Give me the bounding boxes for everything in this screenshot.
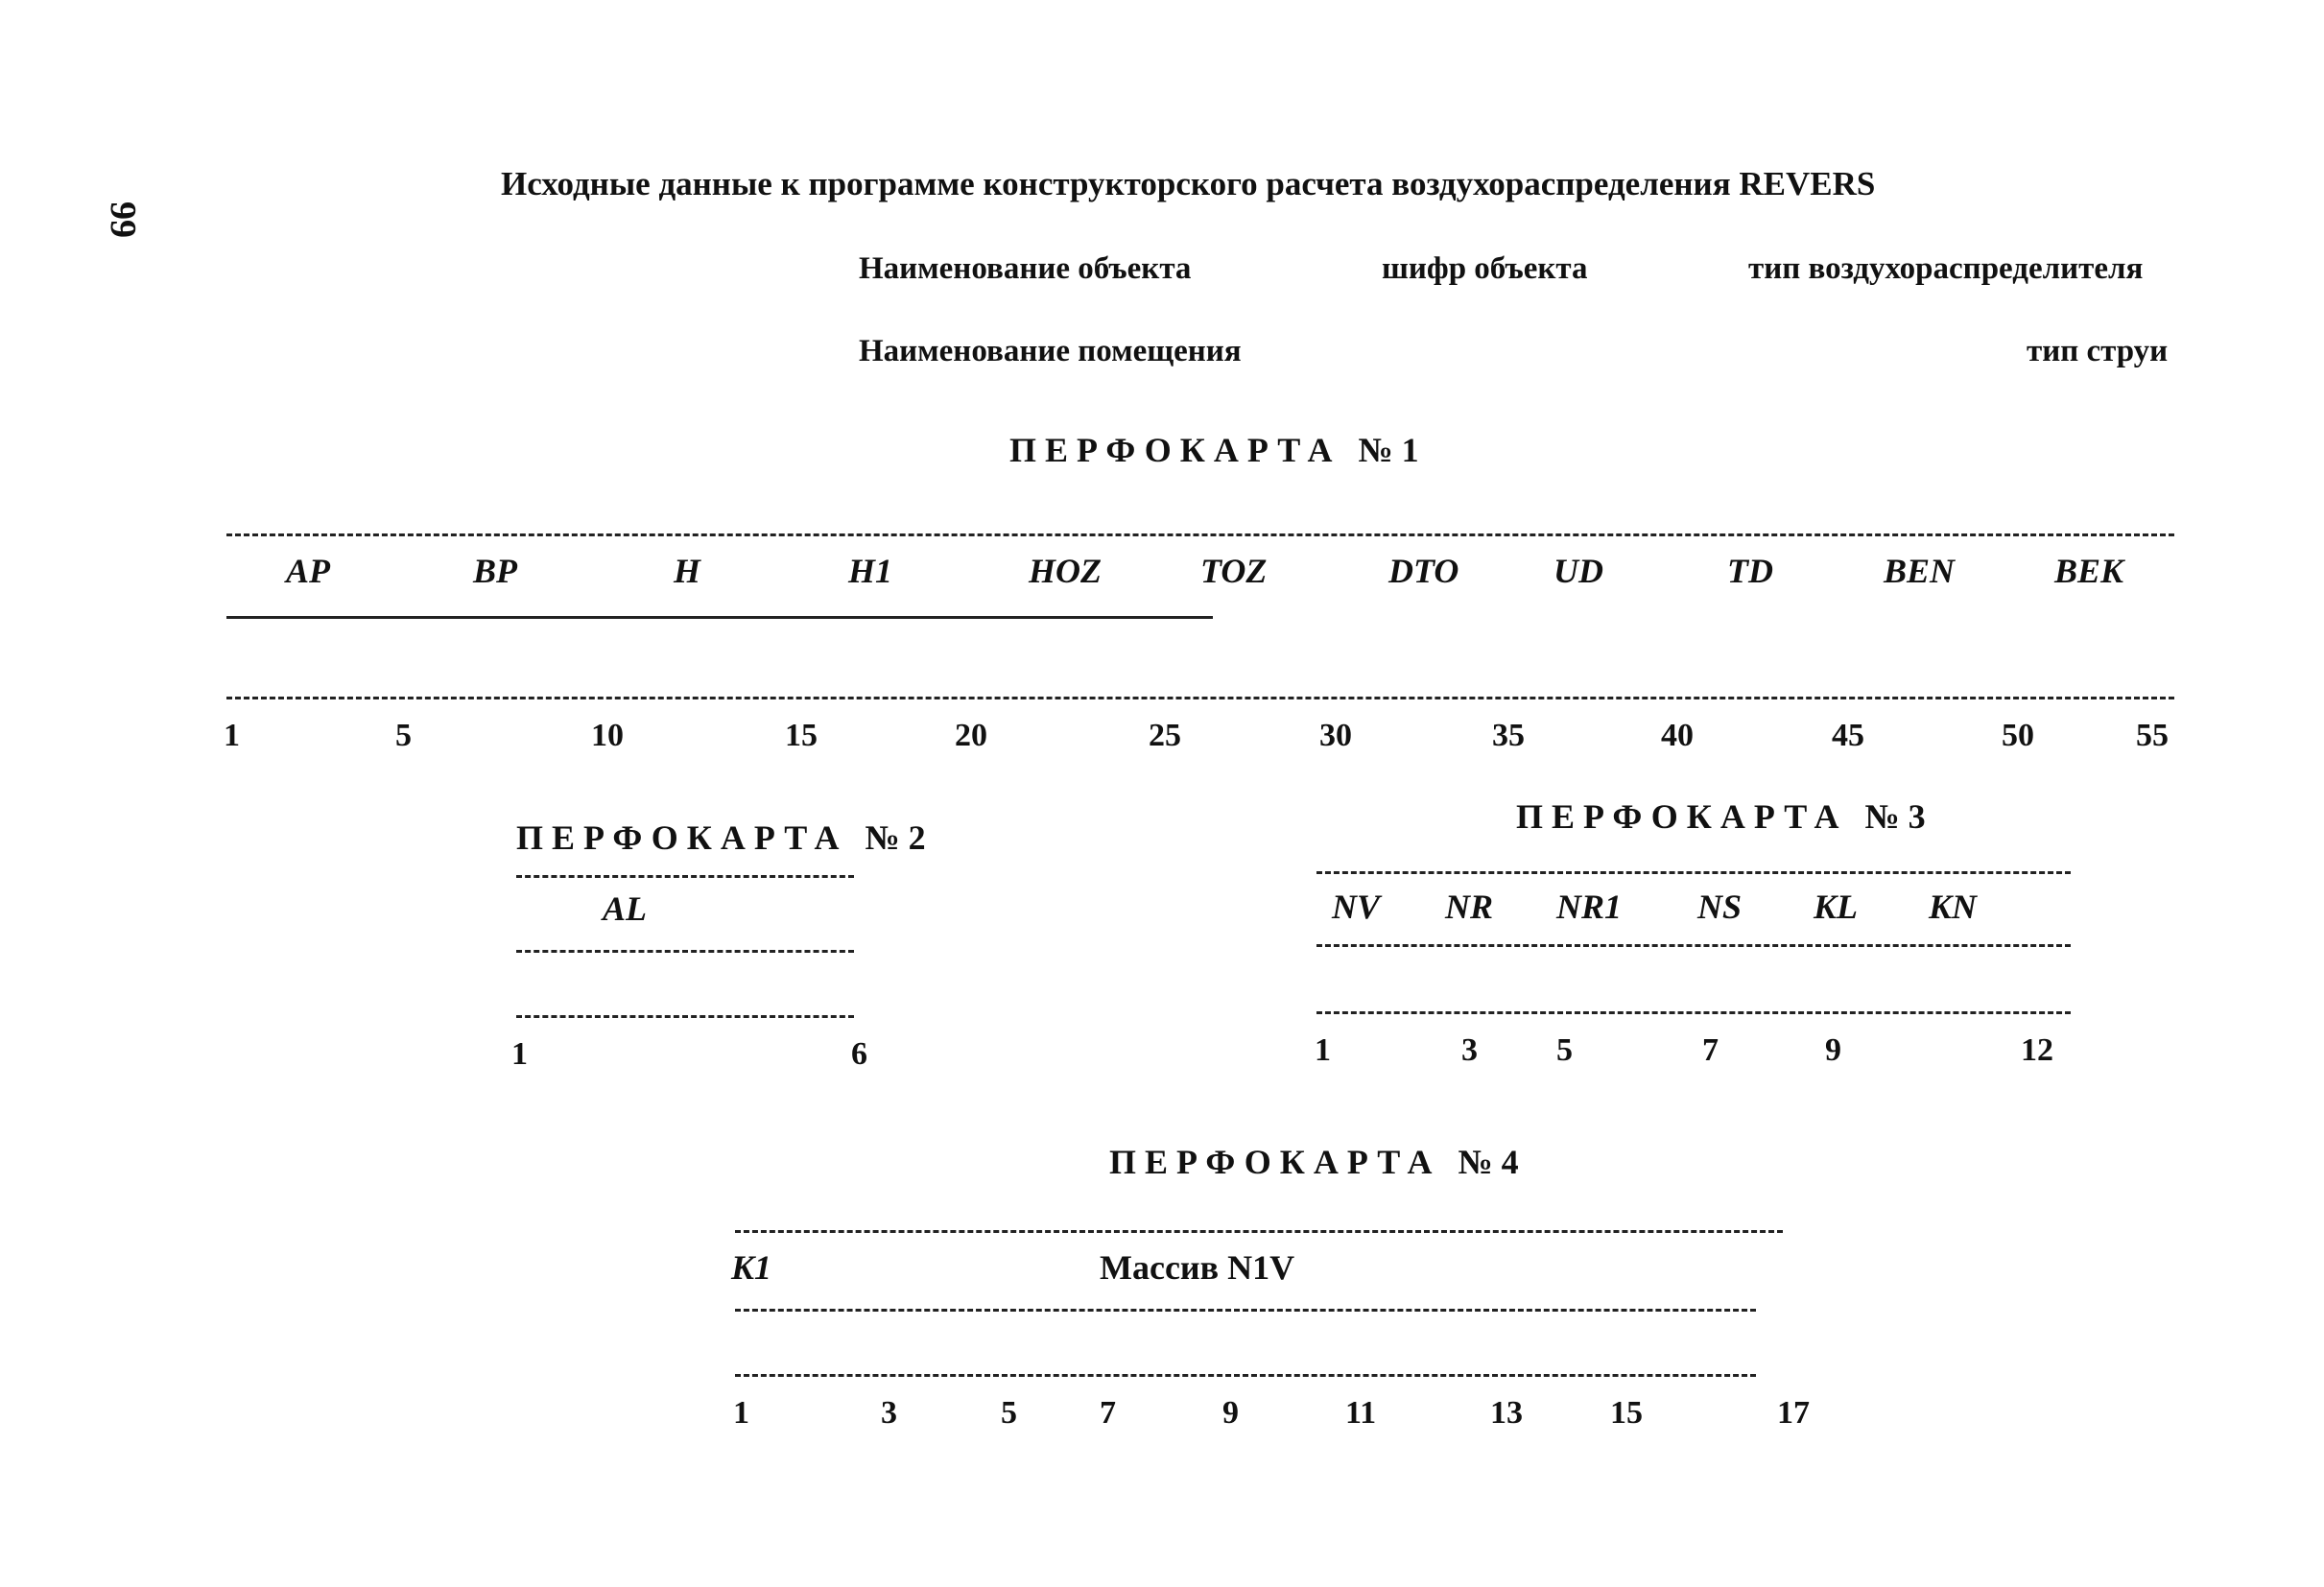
card-3-field-nr1: NR1: [1556, 888, 1623, 926]
card-1-col-45: 45: [1832, 718, 1864, 753]
card-1-bottom-line: [226, 697, 2174, 699]
card-3-title: ПЕРФОКАРТА №3: [1516, 797, 1934, 836]
card-1-field-toz: TOZ: [1200, 552, 1268, 590]
card-3-field-kn: KN: [1929, 888, 1978, 926]
card-2-field-al: AL: [603, 889, 648, 928]
card-4-col-3: 3: [881, 1395, 897, 1431]
card-2-title: ПЕРФОКАРТА №2: [516, 818, 935, 857]
card-1-col-55: 55: [2136, 718, 2169, 753]
card-1-title: ПЕРФОКАРТА №1: [1009, 431, 1428, 469]
card-1-field-ben: BEN: [1884, 552, 1956, 590]
card-4-title: ПЕРФОКАРТА №4: [1109, 1143, 1528, 1181]
card-3-col-3: 3: [1461, 1032, 1478, 1068]
card-2-col-1: 1: [511, 1036, 528, 1072]
card-1-field-dto: DTO: [1388, 552, 1459, 590]
card-1-field-ap: AP: [286, 552, 331, 590]
card-1-field-bp: BP: [473, 552, 518, 590]
card-3-col-7: 7: [1702, 1032, 1719, 1068]
card-3-col-9: 9: [1825, 1032, 1841, 1068]
card-3-mid-line: [1316, 944, 2071, 947]
card-1-field-h1: H1: [848, 552, 893, 590]
card-3-field-kl: KL: [1814, 888, 1859, 926]
card-2-bottom-line: [516, 1015, 854, 1018]
card-4-col-17: 17: [1777, 1395, 1810, 1431]
card-1-col-40: 40: [1661, 718, 1694, 753]
card-4-mid-line: [735, 1309, 1756, 1312]
card-2-col-6: 6: [851, 1036, 867, 1072]
card-2-top-line: [516, 875, 854, 878]
card-1-field-h: H: [674, 552, 701, 590]
card-2-mid-line: [516, 950, 854, 953]
card-3-col-12: 12: [2021, 1032, 2053, 1068]
card-4-col-13: 13: [1490, 1395, 1523, 1431]
card-3-field-nr: NR: [1445, 888, 1494, 926]
room-name-label: Наименование помещения: [859, 334, 1242, 368]
card-1-field-td: TD: [1727, 552, 1773, 590]
card-4-col-7: 7: [1100, 1395, 1116, 1431]
card-1-col-50: 50: [2002, 718, 2034, 753]
card-1-top-line: [226, 533, 2174, 536]
card-3-field-nv: NV: [1332, 888, 1381, 926]
card-4-field-n1v-array: Массив N1V: [1100, 1248, 1295, 1287]
card-1-col-30: 30: [1319, 718, 1352, 753]
object-name-label: Наименование объекта: [859, 251, 1192, 286]
card-4-bottom-line: [735, 1374, 1756, 1377]
card-1-col-25: 25: [1149, 718, 1181, 753]
card-3-top-line: [1316, 871, 2071, 874]
card-1-col-5: 5: [395, 718, 412, 753]
card-4-col-11: 11: [1345, 1395, 1377, 1431]
card-3-col-5: 5: [1556, 1032, 1573, 1068]
jet-type-label: тип струи: [2027, 334, 2169, 368]
card-1-col-35: 35: [1492, 718, 1525, 753]
page-title: Исходные данные к программе конструкторского расчета воздухораспределения REVERS: [501, 165, 1876, 202]
card-4-col-1: 1: [733, 1395, 749, 1431]
card-4-top-line: [735, 1230, 1783, 1233]
card-1-field-hoz: HOZ: [1029, 552, 1102, 590]
card-1-col-15: 15: [785, 718, 818, 753]
card-3-bottom-line: [1316, 1011, 2071, 1014]
card-4-col-15: 15: [1610, 1395, 1643, 1431]
card-1-col-20: 20: [955, 718, 987, 753]
object-code-label: шифр объекта: [1382, 251, 1588, 286]
card-1-col-1: 1: [224, 718, 240, 753]
card-4-col-5: 5: [1001, 1395, 1017, 1431]
card-1-field-bek: BEK: [2054, 552, 2124, 590]
card-3-field-ns: NS: [1697, 888, 1743, 926]
diffuser-type-label: тип воздухораспределителя: [1748, 251, 2144, 286]
card-4-field-k1: K1: [731, 1248, 772, 1287]
page-number: 99: [103, 201, 143, 238]
card-1-mid-line: [226, 616, 1213, 619]
card-3-col-1: 1: [1315, 1032, 1331, 1068]
card-4-col-9: 9: [1222, 1395, 1239, 1431]
card-1-col-10: 10: [591, 718, 624, 753]
card-1-field-ud: UD: [1553, 552, 1603, 590]
